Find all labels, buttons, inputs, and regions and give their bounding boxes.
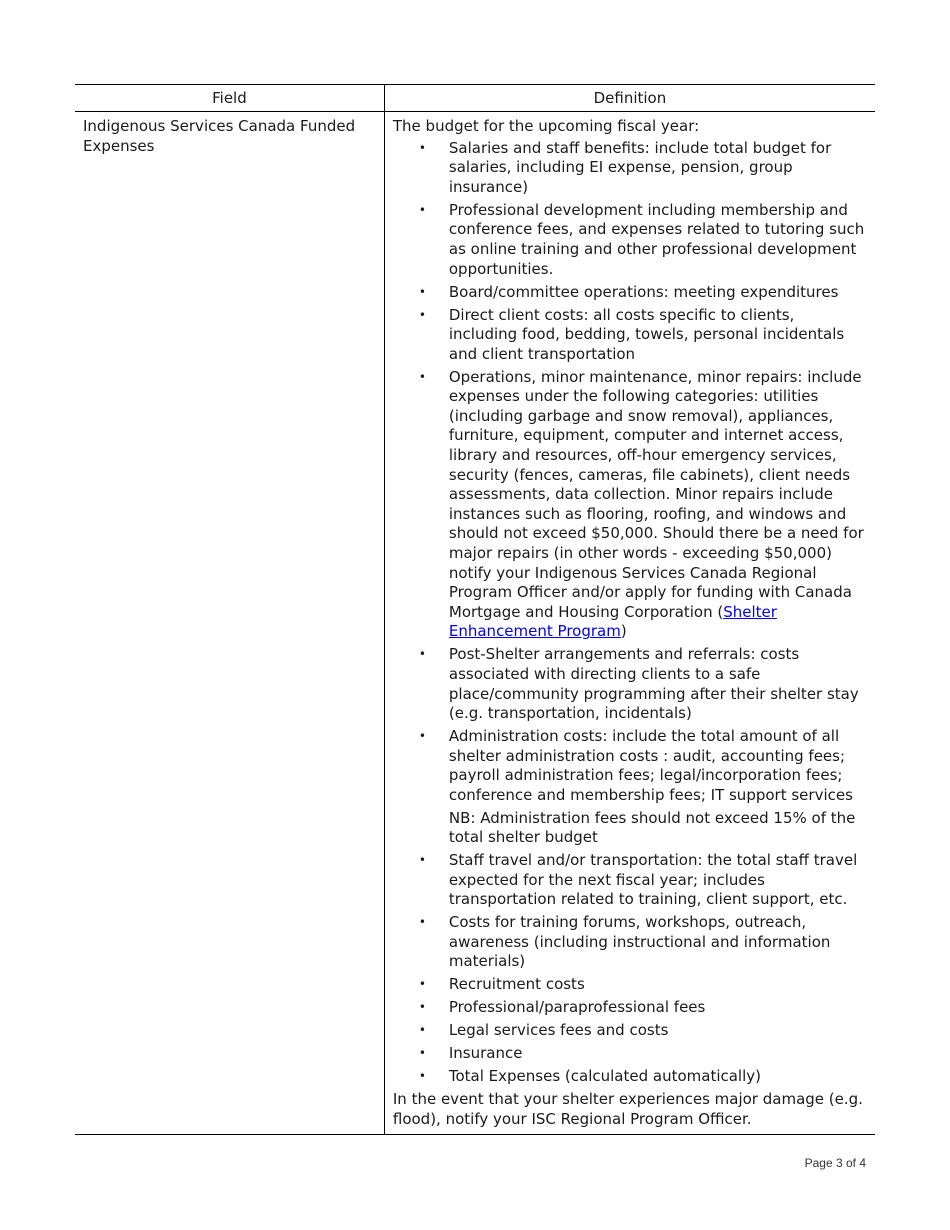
bullet-icon: • <box>418 1023 426 1038</box>
item-legal: Legal services fees and costs <box>448 1021 669 1040</box>
bullet-icon: • <box>418 307 426 322</box>
table-header-row <box>75 85 875 112</box>
list-item <box>393 998 866 1018</box>
field-cell <box>75 112 384 1135</box>
bullet-icon: • <box>418 140 426 155</box>
list-item <box>393 727 866 848</box>
definitions-table <box>75 84 875 1135</box>
item-total: Total Expenses (calculated automatically) <box>448 1067 761 1086</box>
page-number: Page 3 of 4 <box>804 1156 866 1170</box>
bullet-icon: • <box>418 1000 426 1015</box>
bullet-icon: • <box>418 853 426 868</box>
bullet-icon: • <box>418 915 426 930</box>
list-item <box>393 201 866 279</box>
item-professional-development: Professional development including membership and conference fees, and expenses related to tutoring such as online training and other professional development opportunities. <box>448 200 865 278</box>
list-item <box>393 283 866 303</box>
bullet-icon: • <box>418 202 426 217</box>
item-administration: Administration costs: include the total amount of all shelter administration costs : audit, accounting fees; payroll administration fees; legal/incorporation fees; conference and membership fees; IT support services <box>448 727 853 804</box>
list-item <box>393 1021 866 1041</box>
expense-list <box>393 139 866 1087</box>
item-operations: Operations, minor maintenance, minor repairs: include expenses under the following categories: utilities (including garbage and snow removal), appliances, furniture, equipment, computer and internet access, library and resources, off-hour emergency services, security (fences, cameras, file cabinets), client needs assessments, data collection. Minor repairs include instances such as flooring, roofing, and windows and should not exceed $50,000. Should there be a need for major repairs (in other words - exceeding $50,000) notify your Indigenous Services Canada Regional Program Officer and/or apply for funding with Canada Mortgage and Housing Corporation ( <box>448 367 864 621</box>
item-salaries: Salaries and staff benefits: include total budget for salaries, including EI expense, pension, group insurance) <box>448 138 832 196</box>
item-board: Board/committee operations: meeting expenditures <box>448 282 839 301</box>
list-item <box>393 139 866 198</box>
bullet-icon: • <box>418 1046 426 1061</box>
item-professional-fees: Professional/paraprofessional fees <box>448 998 706 1017</box>
bullet-icon: • <box>418 1069 426 1084</box>
bullet-icon: • <box>418 647 426 662</box>
item-insurance: Insurance <box>448 1044 523 1063</box>
list-item <box>393 645 866 723</box>
list-item <box>393 368 866 642</box>
list-item <box>393 1044 866 1064</box>
list-item <box>393 975 866 995</box>
bullet-icon: • <box>418 729 426 744</box>
closing-note: In the event that your shelter experiences major damage (e.g. flood), notify your ISC Regional Program Officer. <box>392 1090 863 1128</box>
list-item <box>393 1067 866 1087</box>
table-row <box>75 112 875 1135</box>
item-direct-client: Direct client costs: all costs specific to clients, including food, bedding, towels, personal incidentals and client transportation <box>448 305 845 363</box>
bullet-icon: • <box>418 977 426 992</box>
bullet-icon: • <box>418 369 426 384</box>
header-field: Field <box>75 85 384 112</box>
shelter-enhancement-program-link[interactable]: Shelter Enhancement Program <box>448 602 777 641</box>
field-name: Indigenous Services Canada Funded Expenses <box>83 117 356 155</box>
list-item <box>393 306 866 365</box>
list-item <box>393 851 866 910</box>
list-item <box>393 913 866 972</box>
definition-intro: The budget for the upcoming fiscal year: <box>392 117 700 135</box>
definition-cell <box>384 112 875 1135</box>
bullet-icon: • <box>418 284 426 299</box>
item-operations-close: ) <box>620 622 627 641</box>
administration-note: NB: Administration fees should not exceed 15% of the total shelter budget <box>448 808 856 847</box>
item-training-forums: Costs for training forums, workshops, outreach, awareness (including instructional and information materials) <box>448 913 831 971</box>
item-post-shelter: Post-Shelter arrangements and referrals: costs associated with directing clients to a safe place/community programming after their shelter stay (e.g. transportation, incidentals) <box>448 645 859 723</box>
item-recruitment: Recruitment costs <box>448 975 585 994</box>
item-staff-travel: Staff travel and/or transportation: the total staff travel expected for the next fiscal year; includes transportation related to training, client support, etc. <box>448 851 858 909</box>
header-definition: Definition <box>384 85 875 112</box>
